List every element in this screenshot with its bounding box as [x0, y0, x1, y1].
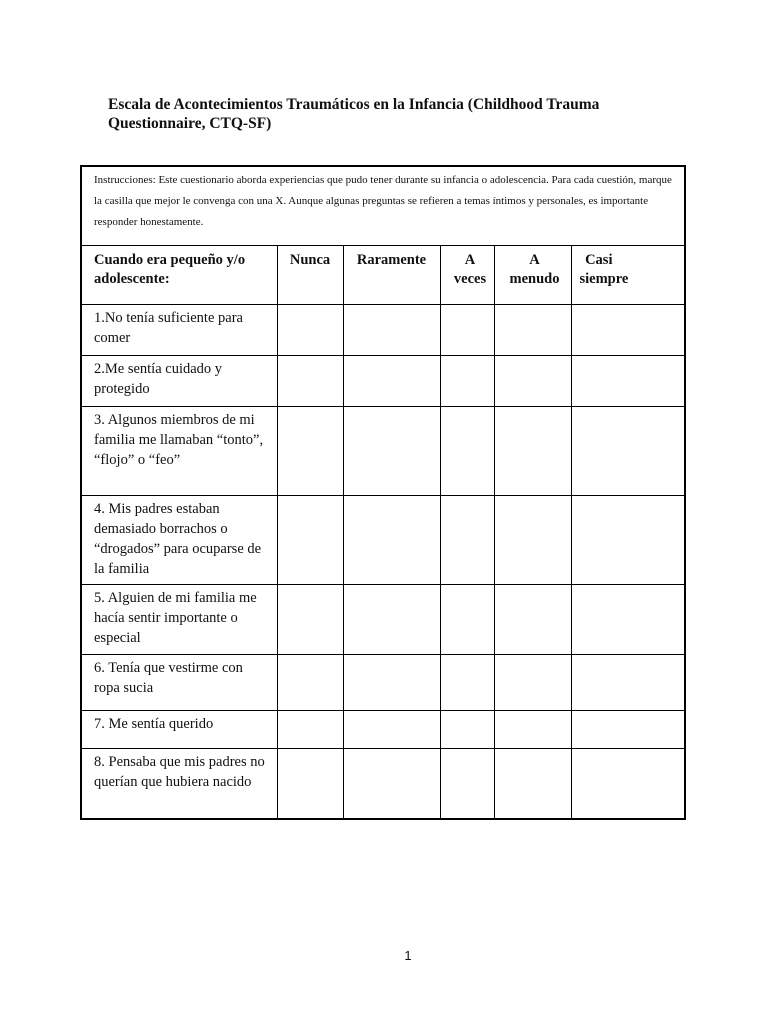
instructions-text: Instrucciones: Este cuestionario aborda experiencias que pudo tener durante su infancia o adolescencia. Para cada cuestión, marque la casilla que mejor le convenga con una X. Aunque algunas preguntas se refieren a temas íntimos y personales, es importante responder honestamente.	[81, 166, 685, 246]
answer-3-a-veces[interactable]	[440, 407, 494, 496]
answer-1-a-menudo[interactable]	[494, 305, 571, 356]
question-4: 4. Mis padres estaban demasiado borrachos o “drogados” para ocuparse de la familia	[81, 496, 277, 585]
question-2: 2.Me sentía cuidado y protegido	[81, 356, 277, 407]
answer-4-a-veces[interactable]	[440, 496, 494, 585]
answer-7-a-veces[interactable]	[440, 711, 494, 749]
answer-4-casi-siempre[interactable]	[571, 496, 685, 585]
answer-4-nunca[interactable]	[277, 496, 343, 585]
table-row	[81, 585, 685, 655]
answer-2-a-veces[interactable]	[440, 356, 494, 407]
answer-2-nunca[interactable]	[277, 356, 343, 407]
table-row	[81, 655, 685, 711]
answer-3-raramente[interactable]	[343, 407, 440, 496]
questionnaire-table	[80, 165, 686, 820]
answer-2-raramente[interactable]	[343, 356, 440, 407]
question-3: 3. Algunos miembros de mi familia me llamaban “tonto”, “flojo” o “feo”	[81, 407, 277, 496]
answer-3-nunca[interactable]	[277, 407, 343, 496]
answer-8-nunca[interactable]	[277, 749, 343, 819]
answer-8-a-veces[interactable]	[440, 749, 494, 819]
answer-8-raramente[interactable]	[343, 749, 440, 819]
answer-1-raramente[interactable]	[343, 305, 440, 356]
question-1: 1.No tenía suficiente para comer	[81, 305, 277, 356]
answer-3-a-menudo[interactable]	[494, 407, 571, 496]
question-8: 8. Pensaba que mis padres no querían que hubiera nacido	[81, 749, 277, 819]
answer-4-raramente[interactable]	[343, 496, 440, 585]
answer-7-nunca[interactable]	[277, 711, 343, 749]
answer-1-nunca[interactable]	[277, 305, 343, 356]
answer-8-casi-siempre[interactable]	[571, 749, 685, 819]
answer-1-casi-siempre[interactable]	[571, 305, 685, 356]
answer-5-raramente[interactable]	[343, 585, 440, 655]
answer-6-casi-siempre[interactable]	[571, 655, 685, 711]
header-option-a-menudo: A menudo	[494, 246, 571, 305]
table-row	[81, 407, 685, 496]
table-row	[81, 749, 685, 819]
answer-5-a-menudo[interactable]	[494, 585, 571, 655]
answer-6-nunca[interactable]	[277, 655, 343, 711]
header-option-casi-siempre: Casi siempre	[571, 246, 685, 305]
answer-6-raramente[interactable]	[343, 655, 440, 711]
answer-4-a-menudo[interactable]	[494, 496, 571, 585]
answer-8-a-menudo[interactable]	[494, 749, 571, 819]
answer-7-casi-siempre[interactable]	[571, 711, 685, 749]
answer-6-a-veces[interactable]	[440, 655, 494, 711]
header-option-nunca: Nunca	[277, 246, 343, 305]
answer-3-casi-siempre[interactable]	[571, 407, 685, 496]
answer-7-a-menudo[interactable]	[494, 711, 571, 749]
answer-5-casi-siempre[interactable]	[571, 585, 685, 655]
answer-7-raramente[interactable]	[343, 711, 440, 749]
table-row	[81, 496, 685, 585]
table-row	[81, 711, 685, 749]
question-5: 5. Alguien de mi familia me hacía sentir importante o especial	[81, 585, 277, 655]
page-number: 1	[404, 948, 412, 963]
question-7: 7. Me sentía querido	[81, 711, 277, 749]
table-row	[81, 305, 685, 356]
answer-2-a-menudo[interactable]	[494, 356, 571, 407]
question-6: 6. Tenía que vestirme con ropa sucia	[81, 655, 277, 711]
header-option-a-veces: A veces	[440, 246, 494, 305]
answer-6-a-menudo[interactable]	[494, 655, 571, 711]
header-item-label: Cuando era pequeño y/o adolescente:	[81, 246, 277, 305]
answer-2-casi-siempre[interactable]	[571, 356, 685, 407]
answer-1-a-veces[interactable]	[440, 305, 494, 356]
instructions-row	[81, 166, 685, 246]
answer-5-a-veces[interactable]	[440, 585, 494, 655]
header-option-raramente: Raramente	[343, 246, 440, 305]
table-row	[81, 356, 685, 407]
answer-5-nunca[interactable]	[277, 585, 343, 655]
header-row	[81, 246, 685, 305]
document-title: Escala de Acontecimientos Traumáticos en la Infancia (Childhood Trauma Questionnaire, CTQ-SF)	[108, 96, 600, 132]
